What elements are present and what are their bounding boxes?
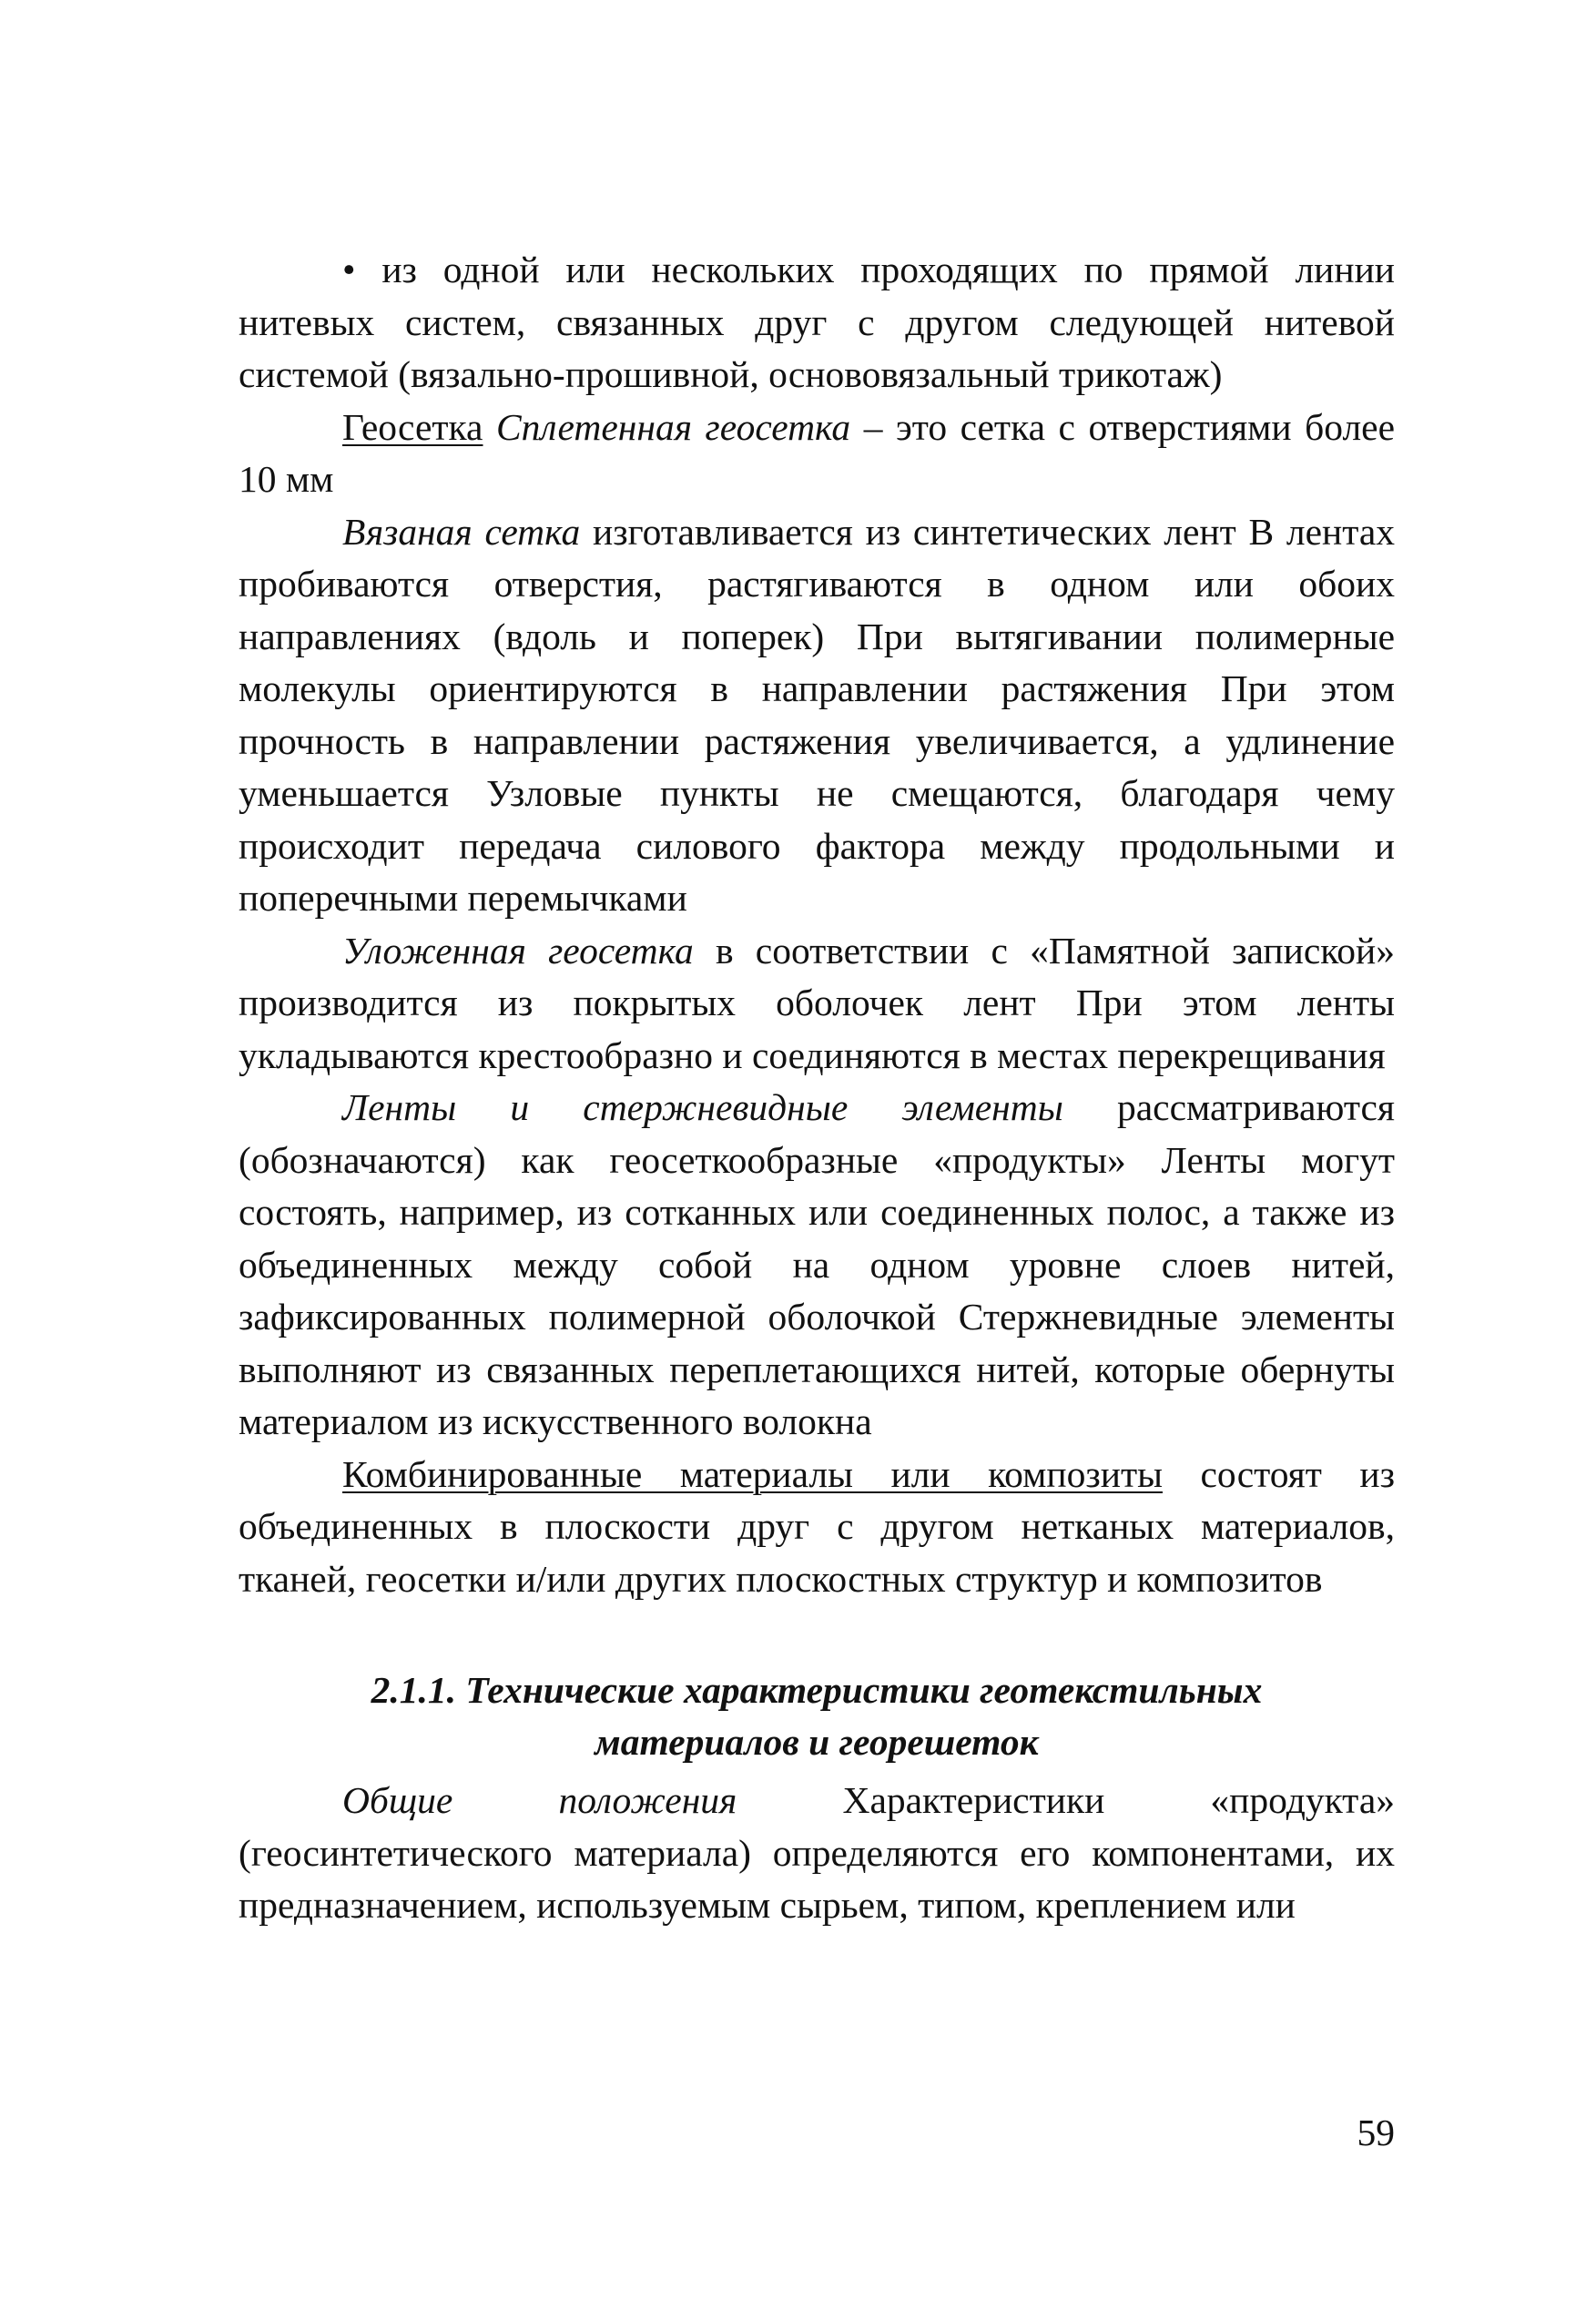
paragraph-kombinirovannye [239,1449,1395,1606]
paragraph-obshchie [239,1775,1395,1932]
section-heading-line1: 2.1.1. Технические характеристики геотекстильных [371,1669,1263,1711]
page-body [239,244,1395,1932]
paragraph-lenty-text: рассматриваются (обозначаются) как геосеткообразные «продукты» Ленты могут состоять, например, из сотканных или соединенных полос, а также из объединенных между собой на одном уровне слоев нитей, зафиксированных полимерной оболочкой Стержневидные элементы выполняют из связанных переплетающихся нитей, которые обернуты материалом из искусственного волокна [239,1086,1395,1442]
paragraph-kombinirovannye-text: состоят из объединенных в плоскости друг с другом нетканых материалов, тканей, геосетки и/или других плоскостных структур и композитов [239,1452,1395,1600]
paragraph-vyazanaya [239,506,1395,925]
paragraph-geosetka [239,402,1395,506]
term-kombinirovannye: Комбинированные материалы или композиты [342,1452,1163,1495]
term-obshchie: Общие положения [342,1779,737,1821]
paragraph-ulozhennaya-text: в соответствии с «Памятной запиской» производится из покрытых оболочек лент При этом ленты укладываются крестообразно и соединяются в местах перекрещивания [239,929,1395,1076]
section-heading-line2: материалов и георешеток [595,1721,1039,1763]
term-lenty: Ленты и стержневидные элементы [342,1086,1063,1128]
term-vyazanaya: Вязаная сетка [342,510,581,553]
paragraph-ulozhennaya [239,925,1395,1083]
section-heading [239,1664,1395,1768]
paragraph-geosetka-text: – это сетка с отверстиями более 10 мм [239,405,1395,500]
paragraph-bullet [239,244,1395,402]
paragraph-lenty [239,1082,1395,1449]
bullet-text: • из одной или нескольких проходящих по прямой линии нитевых систем, связанных друг с другом следующей нитевой системой (вязально-прошивной, основовязальный трикотаж) [239,249,1395,395]
term-ulozhennaya: Уложенная геосетка [342,929,694,972]
page-number: 59 [1357,2112,1395,2153]
paragraph-obshchie-text: Характеристики «продукта» (геосинтетического материала) определяются его компонентами, их предназначением, используемым сырьем, типом, креплением или [239,1779,1395,1926]
term-geosetka: Геосетка [342,405,483,448]
paragraph-vyazanaya-text: изготавливается из синтетических лент В лентах пробиваются отверстия, растягиваются в одном или обоих направлениях (вдоль и поперек) При вытягивании полимерные молекулы ориентируются в направлении растяжения При этом прочность в направлении растяжения увеличивается, а удлинение уменьшается Узловые пункты не смещаются, благодаря чему происходит передача силового фактора между продольными и поперечными перемычками [239,510,1396,919]
term-spletennaya: Сплетенная геосетка [495,405,851,448]
